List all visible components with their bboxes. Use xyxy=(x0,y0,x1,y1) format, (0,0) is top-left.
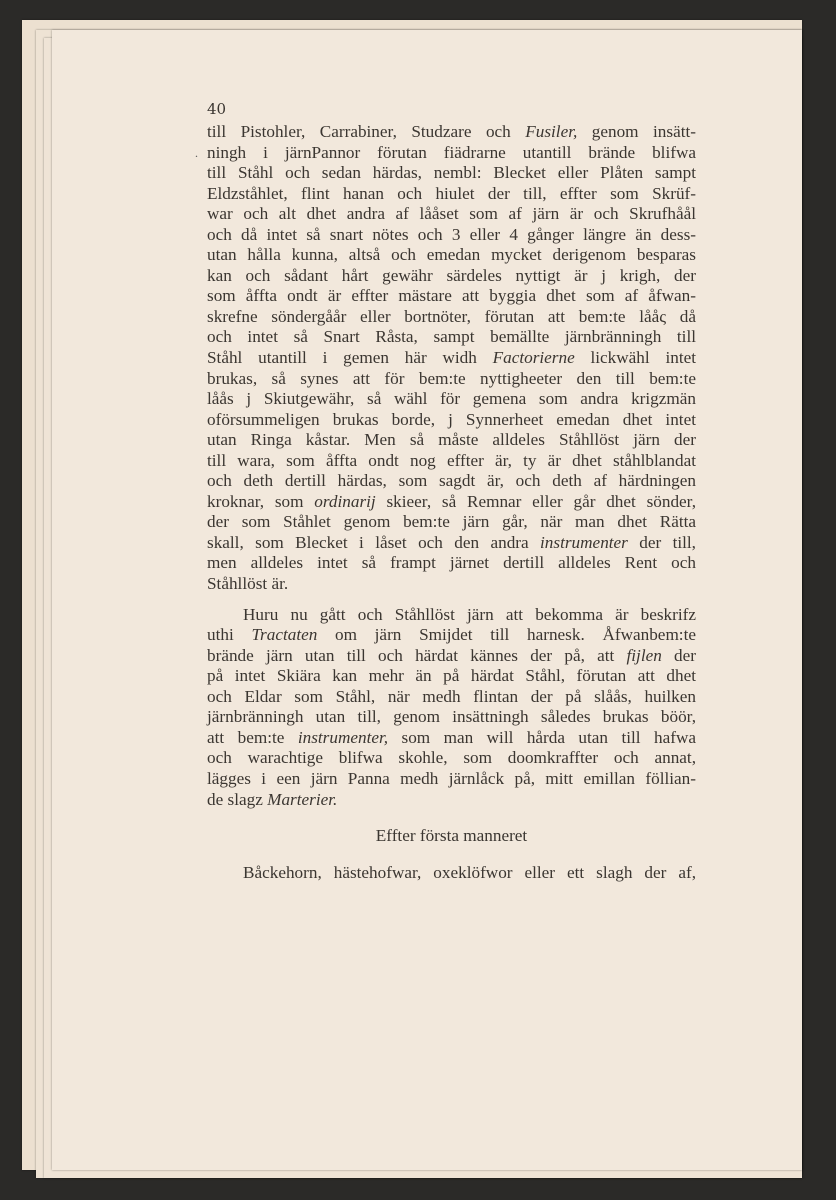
text-segment: der xyxy=(661,645,696,665)
text-line xyxy=(207,863,696,884)
text-segment: om järn Smijdet till harnesk. Åfwanbem:te xyxy=(317,625,696,645)
text-segment: och intet så Snart Råsta, sampt bemällte järnbränningh till xyxy=(207,327,696,347)
text-line xyxy=(207,492,696,513)
text-segment: de slagz xyxy=(207,789,268,809)
italic-text: Fusiler, xyxy=(525,122,578,141)
text-segment: brukas, så synes att för bem:te nyttigheeter den till bem:te xyxy=(207,368,696,388)
text-line xyxy=(207,707,696,728)
text-segment: skrefne söndergåår eller bortnöter, förutan att bem:te lååς då xyxy=(207,306,696,326)
text-line xyxy=(207,533,696,554)
text-line xyxy=(207,122,696,143)
text-segment: och deth dertill härdas, som sagdt är, och deth af härdningen xyxy=(207,471,696,491)
text-segment: oförsummeligen brukas borde, j Synnerheet emedan dhet intet xyxy=(207,409,696,429)
text-segment: Huru nu gått och Ståhllöst järn att bekomma är beskrifz xyxy=(243,604,696,624)
text-line xyxy=(207,266,696,287)
text-segment: kroknar, som xyxy=(207,491,315,511)
text-line xyxy=(195,142,696,164)
text-segment: der till, xyxy=(627,532,696,552)
italic-text: instrumenter, xyxy=(297,727,389,747)
text-line xyxy=(207,769,696,790)
margin-mark: . xyxy=(195,145,198,160)
text-segment: men alldeles intet så frampt järnet dertill alldeles Rent och xyxy=(207,553,696,573)
text-line xyxy=(207,553,696,574)
body-text xyxy=(195,122,697,883)
text-line xyxy=(207,790,696,811)
page-number: 40 xyxy=(207,100,227,118)
text-segment: järnbränningh utan till, genom insättningh således brukas böör, xyxy=(207,707,696,727)
text-line xyxy=(207,646,696,667)
text-segment: och Eldar som Ståhl, när medh flintan der på slåås, huilken xyxy=(207,686,696,706)
italic-text: instrumenter xyxy=(540,532,628,552)
text-segment: der som Ståhlet genom bem:te järn går, när man dhet Rätta xyxy=(207,512,696,532)
italic-text: Factorierne xyxy=(492,348,575,368)
text-line xyxy=(207,451,696,472)
text-line xyxy=(207,184,696,205)
text-segment: Båckehorn, hästehofwar, oxeklöfwor eller ett slagh der af, xyxy=(243,862,696,882)
text-line xyxy=(207,369,696,390)
text-segment: uthi xyxy=(207,625,252,645)
text-line xyxy=(207,605,696,626)
text-segment: och då intet så snart nötes och 3 eller 4 gånger längre än dess- xyxy=(207,224,696,244)
text-line xyxy=(207,574,696,595)
text-line xyxy=(207,666,696,687)
text-line xyxy=(207,430,696,451)
text-segment: utan Ringa kåstar. Men så måste alldeles Ståhllöst järn der xyxy=(207,430,696,450)
text-segment: skieer, så Remnar eller går dhet sönder, xyxy=(375,491,696,511)
italic-text: ordinarij xyxy=(314,491,376,511)
text-segment: som åffta ondt är effter mästare att byggia dhet som af åfwan- xyxy=(207,286,696,306)
text-line xyxy=(207,410,696,431)
section-heading xyxy=(207,826,696,847)
text-segment: Eldzståhlet, flint hanan och hiulet der till, effter som Skrüf- xyxy=(207,183,696,203)
text-segment: och warachtige blifwa skohle, som doomkraffter och annat, xyxy=(207,748,696,768)
text-line xyxy=(207,471,696,492)
text-line xyxy=(207,512,696,533)
text-line xyxy=(207,327,696,348)
text-segment: skall, som Blecket i låset och den andra xyxy=(207,532,541,552)
text-segment: till wara, som åffta ondt nog effter är, ty är dhet ståhlblandat xyxy=(207,450,696,470)
text-segment: lickwähl intet xyxy=(574,348,697,368)
text-segment: lägges i een järn Panna medh järnlåck på, mitt emillan föllian- xyxy=(207,768,696,788)
text-line xyxy=(207,204,696,225)
text-segment: låås j Skiutgewähr, så wähl för gemena som andra krigzmän xyxy=(207,389,696,409)
text-segment: Ståhllöst är. xyxy=(207,574,289,594)
text-line xyxy=(207,286,696,307)
text-line xyxy=(207,728,696,749)
text-line xyxy=(207,348,696,369)
text-segment: Ståhl utantill i gemen här widh xyxy=(207,348,493,368)
text-segment: att bem:te xyxy=(207,727,298,747)
text-line xyxy=(207,225,696,246)
text-line xyxy=(207,687,696,708)
text-segment: som man will hårda utan till hafwa xyxy=(388,727,696,747)
italic-text: Tractaten xyxy=(251,625,318,645)
text-segment: på intet Skiära kan mehr än på härdat Ståhl, förutan att dhet xyxy=(207,666,696,686)
text-line xyxy=(207,389,696,410)
text-segment: war och alt dhet andra af lååset som af järn är och Skrufhåål xyxy=(207,204,696,224)
text-segment: brände järn utan till och härdat kännes der på, att xyxy=(207,645,627,665)
text-segment: Effter första manneret xyxy=(375,826,528,846)
text-line xyxy=(207,307,696,328)
text-segment: till Pistohler, Carrabiner, Studzare och xyxy=(207,122,526,141)
text-segment: till Ståhl och sedan härdas, nembl: Blecket eller Plåten sampt xyxy=(207,163,696,183)
text-line xyxy=(207,625,696,646)
italic-text: fijlen xyxy=(626,645,662,665)
text-line xyxy=(207,748,696,769)
text-segment: utan hålla kunna, altså och emedan mycket derigenom besparas xyxy=(207,245,696,265)
italic-text: Marterier. xyxy=(267,789,338,809)
text-segment: kan och sådant hårt gewähr särdeles nyttigt är j krigh, der xyxy=(207,265,696,285)
text-line xyxy=(207,245,696,266)
text-line xyxy=(207,163,696,184)
text-segment: genom insätt- xyxy=(577,122,696,141)
text-segment: ningh i järnPannor förutan fiädrarne utantill brände blifwa xyxy=(207,142,696,162)
